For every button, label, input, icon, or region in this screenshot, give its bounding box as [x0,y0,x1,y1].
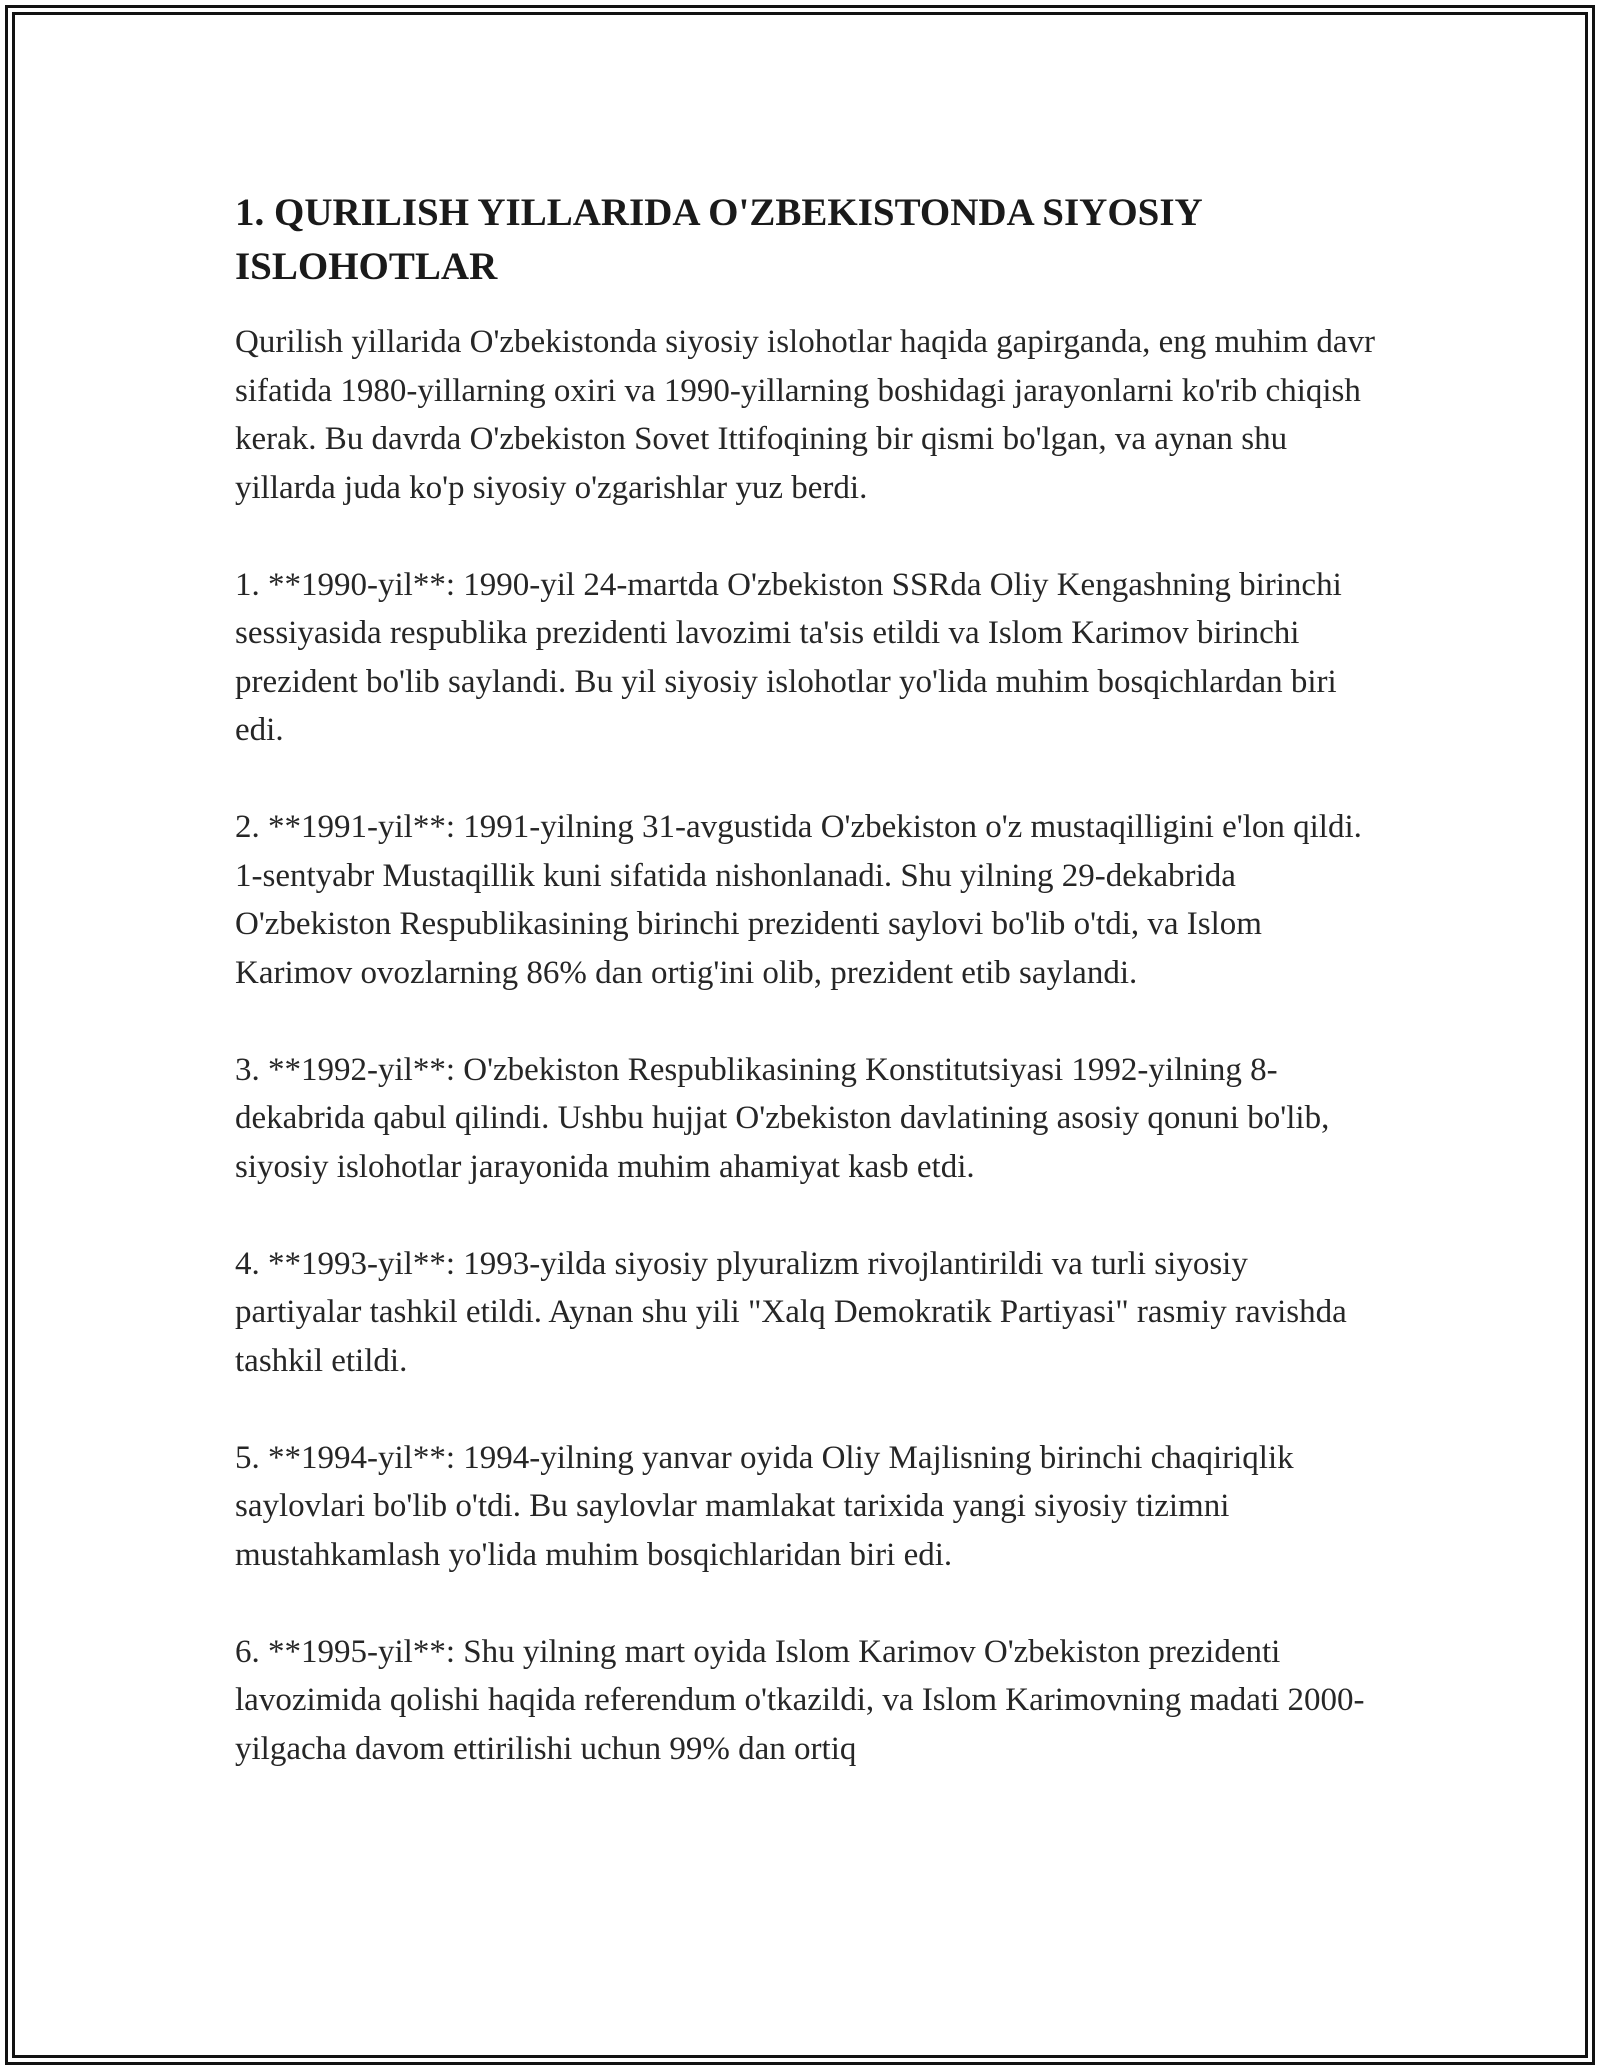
item-1995-paragraph: 6. **1995-yil**: Shu yilning mart oyida Islom Karimov O'zbekiston prezidenti lavozimida qolishi haqida referendum o'tkazildi, va Islom Karimovning madati 2000-yilgacha davom ettirilishi uchun 99% dan ortiq [235,1633,1365,1767]
document-title: 1. QURILISH YILLARIDA O'ZBEKISTONDA SIYOSIY ISLOHOTLAR [235,191,1202,288]
item-1992-paragraph: 3. **1992-yil**: O'zbekiston Respublikasining Konstitutsiyasi 1992-yilning 8-dekabrida qabul qilindi. Ushbu hujjat O'zbekiston davlatining asosiy qonuni bo'lib, siyosiy islohotlar jarayonida muhim ahamiyat kasb etdi. [235,1051,1330,1185]
item-1991-paragraph: 2. **1991-yil**: 1991-yilning 31-avgustida O'zbekiston o'z mustaqilligini e'lon qildi. 1-sentyabr Mustaqillik kuni sifatida nishonlanadi. Shu yilning 29-dekabrida O'zbekiston Respublikasining birinchi prezidenti saylovi bo'lib o'tdi, va Islom Karimov ovozlarning 86% dan ortig'ini olib, prezident etib saylandi. [235,809,1362,991]
item-1990-paragraph: 1. **1990-yil**: 1990-yil 24-martda O'zbekiston SSRda Oliy Kengashning birinchi sessiyasida respublika prezidenti lavozimi ta'sis etildi va Islom Karimov birinchi prezident bo'lib saylandi. Bu yil siyosiy islohotlar yo'lida muhim bosqichlardan biri edi. [235,566,1342,748]
intro-paragraph: Qurilish yillarida O'zbekistonda siyosiy islohotlar haqida gapirganda, eng muhim davr sifatida 1980-yillarning oxiri va 1990-yillarning boshidagi jarayonlarni ko'rib chiqish kerak. Bu davrda O'zbekiston Sovet Ittifoqining bir qismi bo'lgan, va aynan shu yillarda juda ko'p siyosiy o'zgarishlar yuz berdi. [235,324,1375,506]
item-1993-paragraph: 4. **1993-yil**: 1993-yilda siyosiy plyuralizm rivojlantirildi va turli siyosiy partiyalar tashkil etildi. Aynan shu yili "Xalq Demokratik Partiyasi" rasmiy ravishda tashkil etildi. [235,1245,1347,1379]
item-1994-paragraph: 5. **1994-yil**: 1994-yilning yanvar oyida Oliy Majlisning birinchi chaqiriqlik saylovlari bo'lib o'tdi. Bu saylovlar mamlakat tarixida yangi siyosiy tizimni mustahkamlash yo'lida muhim bosqichlaridan biri edi. [235,1439,1294,1573]
document-body [235,186,1375,1822]
